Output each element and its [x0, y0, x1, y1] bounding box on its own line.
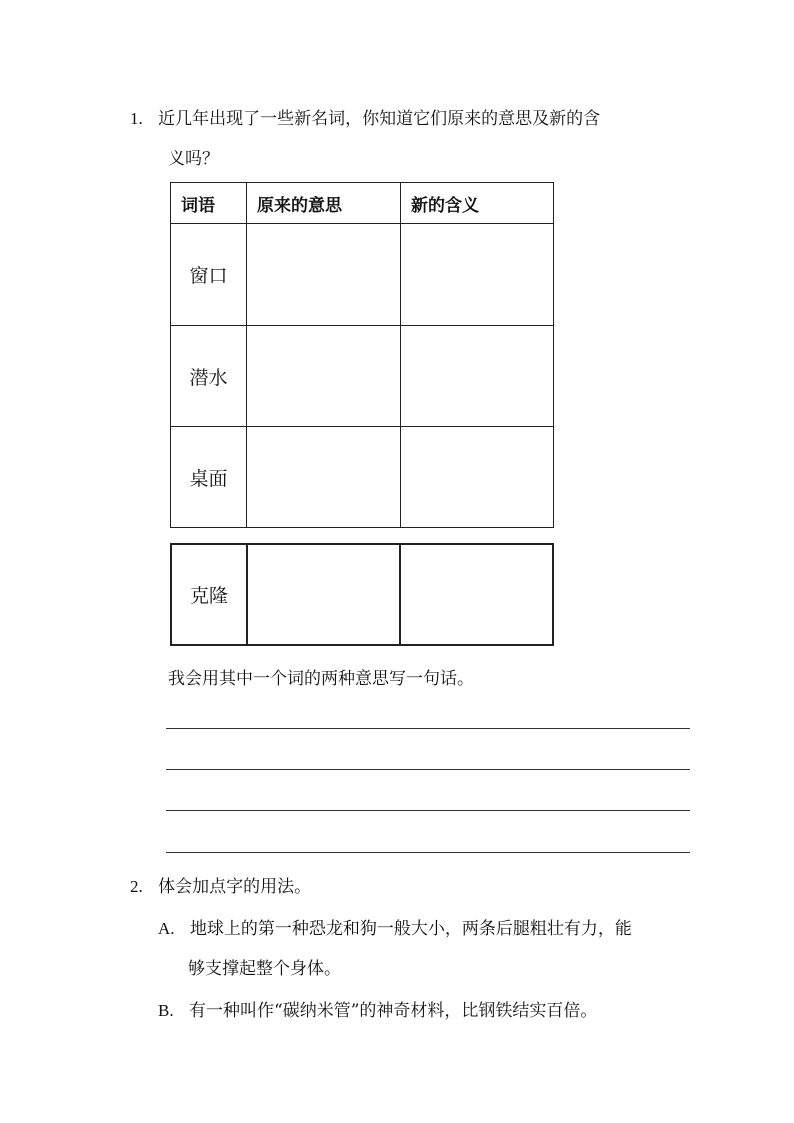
new-meaning-cell[interactable] — [401, 224, 554, 326]
question-1-line-1 — [130, 108, 600, 130]
words-table — [170, 182, 554, 528]
word-cell: 桌面 — [171, 427, 247, 528]
header-new-meaning: 新的含义 — [401, 183, 554, 224]
question-1-number: 1. — [130, 109, 143, 128]
option-a-text-line-1: 地球上的第一种恐龙和狗一般大小，两条后腿粗壮有力，能 — [189, 919, 632, 939]
word-cell: 潜水 — [171, 326, 247, 427]
question-1-text-line-1: 近几年出现了一些新名词，你知道它们原来的意思及新的含 — [158, 109, 601, 129]
original-meaning-cell[interactable] — [247, 544, 400, 645]
original-meaning-cell[interactable] — [247, 326, 401, 427]
option-b-line-1 — [158, 1000, 597, 1022]
table-row — [171, 544, 553, 645]
extra-word-table — [170, 543, 554, 646]
new-meaning-cell[interactable] — [401, 427, 554, 528]
question-2-line — [130, 876, 311, 898]
table-header-row — [171, 183, 554, 224]
option-b-label: B. — [158, 1001, 174, 1020]
question-2-number: 2. — [130, 877, 143, 896]
answer-line[interactable] — [166, 810, 690, 811]
header-word: 词语 — [171, 183, 247, 224]
table-row — [171, 224, 554, 326]
new-meaning-cell[interactable] — [400, 544, 553, 645]
question-1-line-2: 义吗？ — [168, 149, 219, 169]
option-a-label: A. — [158, 919, 175, 938]
question-2-text: 体会加点字的用法。 — [158, 877, 312, 897]
option-b-text-line-1: 有一种叫作“碳纳米管”的神奇材料，比钢铁结实百倍。 — [189, 1001, 598, 1021]
table-row — [171, 427, 554, 528]
word-cell: 克隆 — [171, 544, 247, 645]
option-a-line-2: 够支撑起整个身体。 — [188, 959, 341, 979]
answer-line[interactable] — [166, 852, 690, 853]
answer-line[interactable] — [166, 769, 690, 770]
option-a-line-1 — [158, 918, 632, 940]
table-row — [171, 326, 554, 427]
original-meaning-cell[interactable] — [247, 427, 401, 528]
header-original-meaning: 原来的意思 — [247, 183, 401, 224]
word-cell: 窗口 — [171, 224, 247, 326]
new-meaning-cell[interactable] — [401, 326, 554, 427]
answer-line[interactable] — [166, 728, 690, 729]
original-meaning-cell[interactable] — [247, 224, 401, 326]
sentence-prompt: 我会用其中一个词的两种意思写一句话。 — [168, 669, 474, 689]
